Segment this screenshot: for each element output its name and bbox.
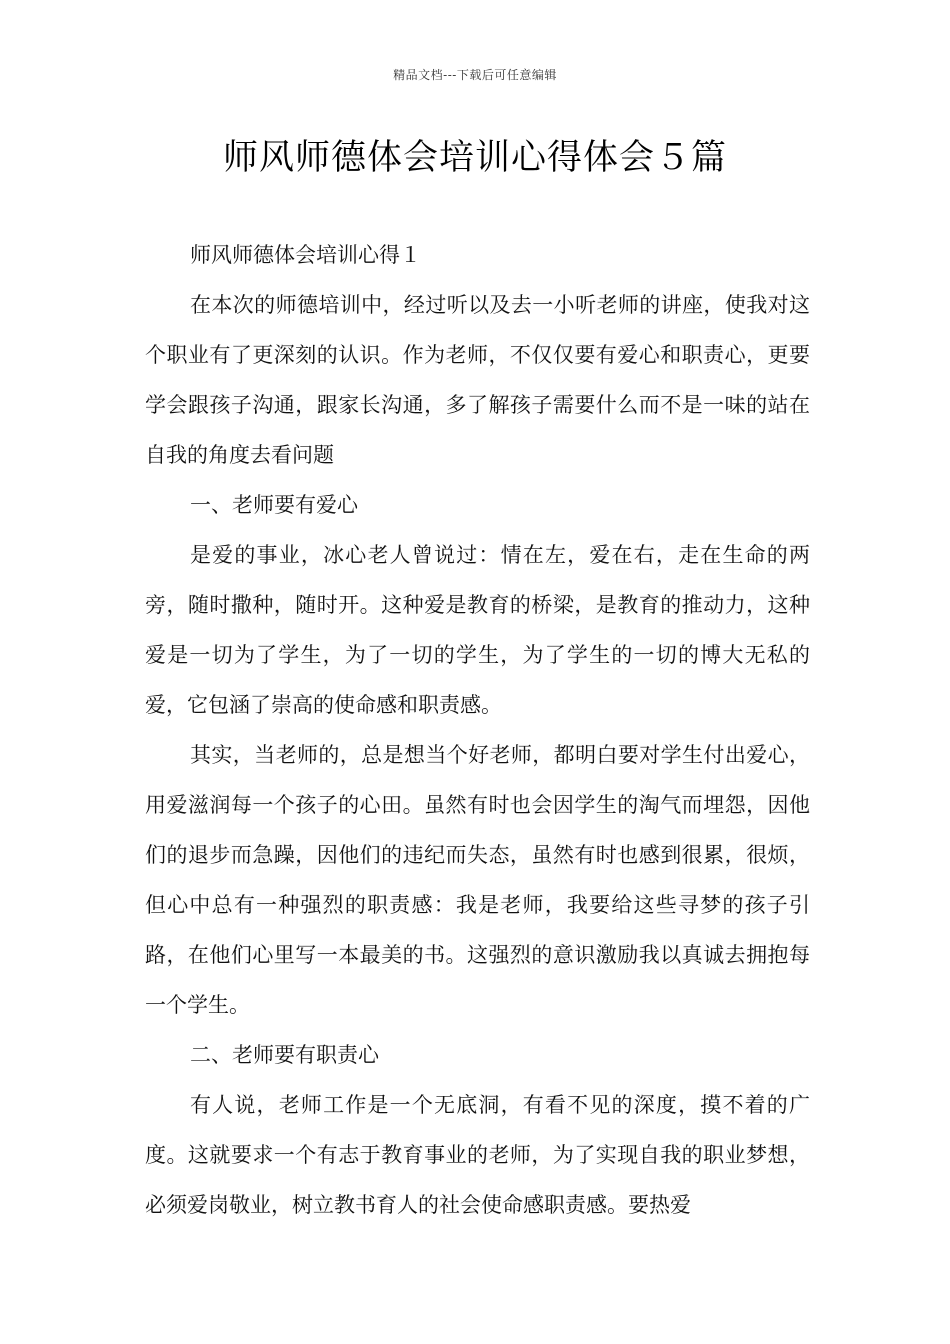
section-heading-love: 一、老师要有爱心 [190,493,358,517]
document-title: 师风师德体会培训心得体会５篇 [222,138,727,178]
document-body [145,230,810,1230]
section-subtitle: 师风师德体会培训心得１ [190,243,421,267]
section-heading-responsibility: 二、老师要有职责心 [190,1043,379,1067]
header-note: 精品文档---下载后可任意编辑 [393,68,557,82]
paragraph-love-2: 其实，当老师的，总是想当个好老师，都明白要对学生付出爱心，用爱滋润每一个孩子的心田。虽然有时也会因学生的淘气而埋怨，因他们的退步而急躁，因他们的违纪而失态，虽然有时也感到很累，很烦，但心中总有一种强烈的职责感：我是老师，我要给这些寻梦的孩子引路，在他们心里写一本最美的书。这强烈的意识激励我以真诚去拥抱每一个学生。 [145,743,810,1017]
paragraph-responsibility: 有人说，老师工作是一个无底洞，有看不见的深度，摸不着的广度。这就要求一个有志于教育事业的老师，为了实现自我的职业梦想，必须爱岗敬业，树立教书育人的社会使命感职责感。要热爱 [145,1093,810,1217]
paragraph-intro: 在本次的师德培训中，经过听以及去一小听老师的讲座，使我对这个职业有了更深刻的认识。作为老师，不仅仅要有爱心和职责心，更要学会跟孩子沟通，跟家长沟通，多了解孩子需要什么而不是一味的站在自我的角度去看问题 [145,293,810,467]
paragraph-love-1: 是爱的事业，冰心老人曾说过：情在左，爱在右，走在生命的两旁，随时撒种，随时开。这种爱是教育的桥梁，是教育的推动力，这种爱是一切为了学生，为了一切的学生，为了学生的一切的博大无私的爱，它包涵了崇高的使命感和职责感。 [145,543,810,717]
